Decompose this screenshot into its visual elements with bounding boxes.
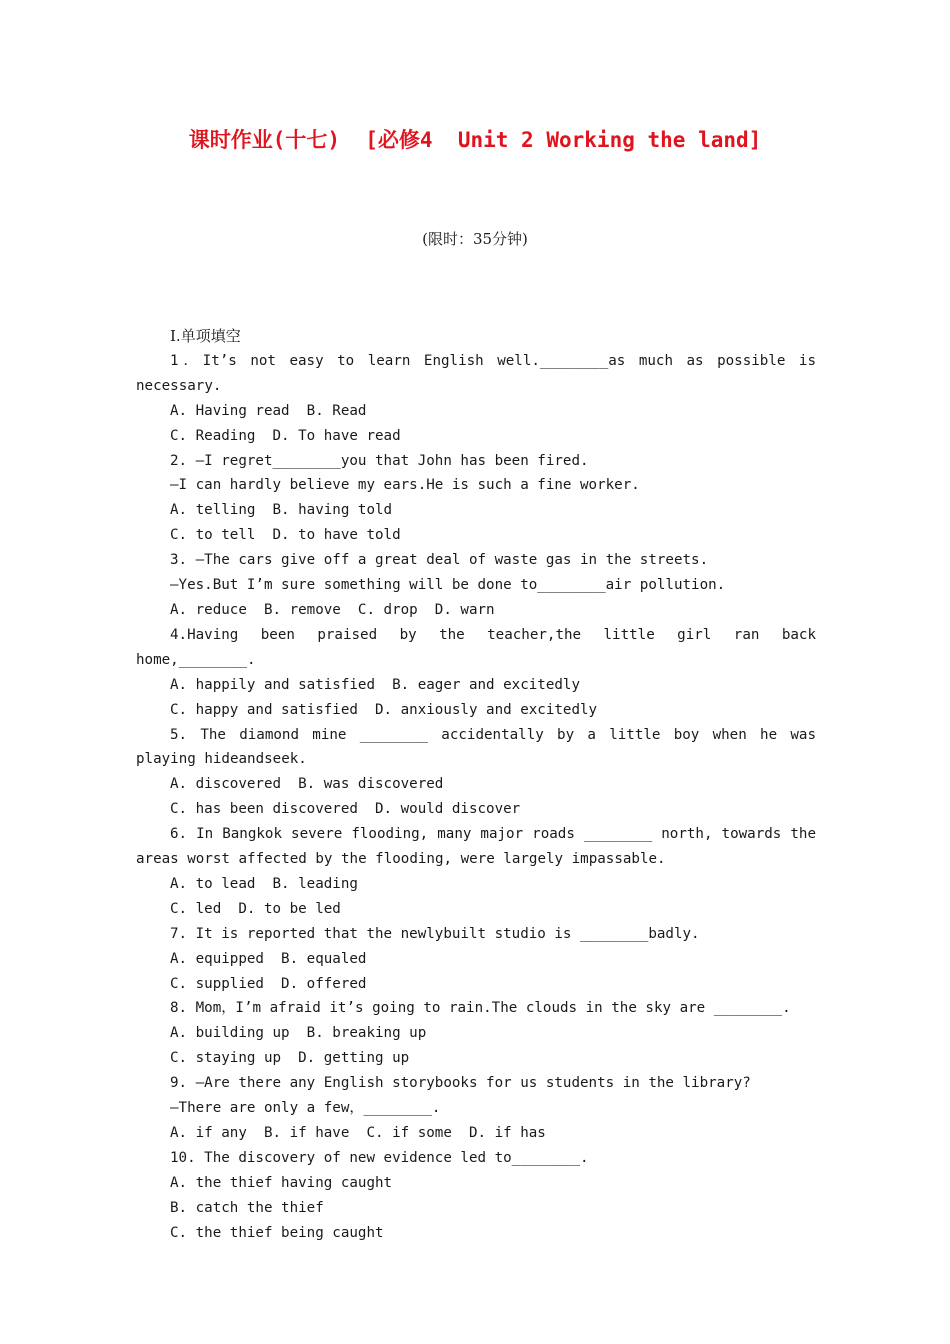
answer-options: A. happily and satisfied B. eager and excitedly [170,676,580,693]
question-stem: 3. —The cars give off a great deal of waste gas in the streets. [170,552,709,569]
document-title: 课时作业(十七) [必修4 Unit 2 Working the land] [188,128,762,152]
answer-options: C. Reading D. To have read [170,427,401,444]
question-6 [136,822,816,922]
question-stem: 4.Having been praised by the teacher,the little girl ran back home,________. [136,626,816,668]
question-stem: 7. It is reported that the newlybuilt studio is ________badly. [170,925,700,942]
question-9 [136,1071,816,1146]
question-10 [136,1146,816,1246]
answer-options: C. staying up D. getting up [170,1050,410,1067]
question-stem: 2. —I regret________you that John has been fired. [170,452,589,469]
dialogue-line: —Yes.But I’m sure something will be done to________air pollution. [170,577,726,594]
question-stem: 6. In Bangkok severe flooding, many major roads ________ north, towards the areas worst affected by the flooding, were largely impassable. [136,826,816,868]
answer-options: A. discovered B. was discovered [170,776,444,793]
question-7 [136,922,816,997]
answer-options: A. if any B. if have C. if some D. if has [170,1125,546,1141]
answer-options: C. has been discovered D. would discover [170,801,521,818]
answer-options: C. the thief being caught [170,1224,384,1241]
section-heading: Ⅰ.单项填空 [170,327,241,345]
dialogue-line: —I can hardly believe my ears.He is such a fine worker. [170,477,640,494]
question-stem: 1．It’s not easy to learn English well.________as much as possible is necessary. [136,352,816,394]
answer-options: C. supplied D. offered [170,975,367,992]
answer-options: A. the thief having caught [170,1174,393,1191]
question-stem: 8. Mom，I’m afraid it’s going to rain.The clouds in the sky are ________. [170,1000,791,1017]
question-5 [136,723,816,823]
question-stem: 5. The diamond mine ________ accidentally by a little boy when he was playing hideandseek. [136,726,816,768]
answer-options: C. led D. to be led [170,900,341,917]
dialogue-line: —There are only a few，________. [170,1100,441,1117]
question-4 [136,623,816,723]
question-3 [136,548,816,623]
answer-options: A. to lead B. leading [170,875,358,892]
answer-options: B. catch the thief [170,1199,324,1216]
question-1 [136,349,816,449]
question-2 [136,449,816,549]
answer-options: A. equipped B. equaled [170,950,367,967]
answer-options: A. telling B. having told [170,502,393,519]
exercise-content [136,324,816,1246]
answer-options: C. to tell D. to have told [170,527,401,544]
answer-options: A. building up B. breaking up [170,1025,427,1042]
answer-options: A. reduce B. remove C. drop D. warn [170,601,495,618]
question-8 [136,996,816,1071]
question-stem: 10. The discovery of new evidence led to________. [170,1149,589,1166]
answer-options: C. happy and satisfied D. anxiously and excitedly [170,701,598,718]
answer-options: A. Having read B. Read [170,402,367,419]
time-limit: (限时：35分钟) [422,230,528,248]
question-stem: 9. —Are there any English storybooks for us students in the library? [170,1075,751,1092]
